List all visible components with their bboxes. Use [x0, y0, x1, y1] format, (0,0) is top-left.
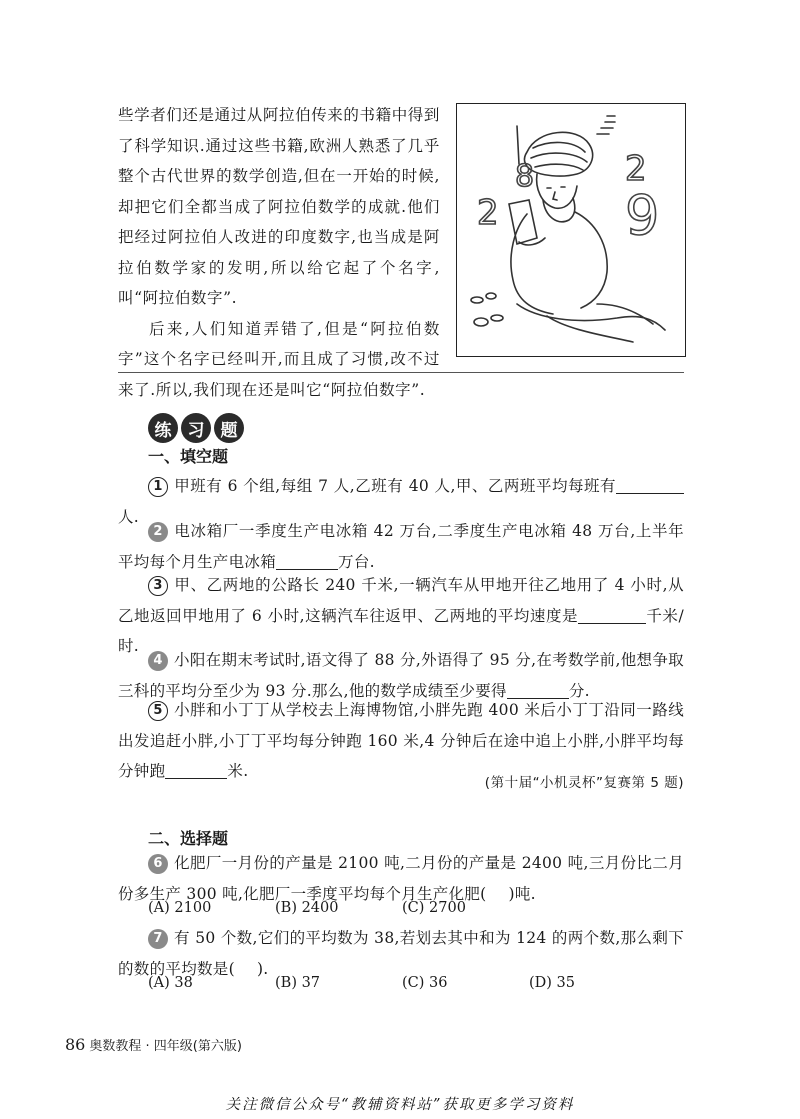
- digit-8: 8: [515, 159, 535, 194]
- exercise-title: [148, 413, 244, 443]
- question-number: 2: [148, 522, 168, 542]
- digit-2-right: 2: [625, 149, 647, 189]
- question-number: 7: [148, 929, 168, 949]
- option-b[interactable]: (B) 2400: [275, 900, 339, 916]
- answer-blank[interactable]: [165, 760, 227, 779]
- question-text-end: )吨.: [508, 884, 536, 903]
- page-number: 86: [65, 1035, 86, 1054]
- answer-blank[interactable]: [616, 475, 684, 494]
- answer-blank[interactable]: [578, 605, 646, 624]
- question-text-end: 人.: [118, 507, 140, 526]
- option-a[interactable]: (A) 38: [148, 975, 193, 991]
- question-number: 1: [148, 477, 168, 497]
- intro-paragraph-2: 后来,人们知道弄错了,但是“阿拉伯数字”这个名字已经叫开,而且成了习惯,改不过来了.所以,我们现在还是叫它“阿拉伯数字”.: [118, 319, 440, 399]
- book-title: 奥数教程 · 四年级(第六版): [89, 1039, 242, 1054]
- question-2: [118, 516, 684, 577]
- page-footer: [65, 1035, 242, 1054]
- question-text: 化肥厂一月份的产量是 2100 吨,二月份的产量是 2400 吨,三月份比二月份多生产 300 吨,化肥厂一季度平均每个月生产化肥(: [118, 854, 684, 903]
- section-multiple-choice: 二、选择题: [148, 829, 229, 848]
- exercise-title-char: 题: [214, 413, 244, 443]
- illustration-drawing: [457, 104, 685, 356]
- question-text: 电冰箱厂一季度生产电冰箱 42 万台,二季度生产电冰箱 48 万台,上半年平均每个月生产电冰箱: [118, 522, 684, 571]
- exercise-title-char: 练: [148, 413, 178, 443]
- question-7-options: [148, 975, 656, 991]
- question-number: 6: [148, 854, 168, 874]
- digit-2-left: 2: [477, 193, 499, 233]
- question-text-end: 千米/时.: [118, 606, 684, 655]
- question-number: 5: [148, 701, 168, 721]
- question-text-end: 分.: [568, 681, 590, 700]
- question-6-options: [148, 900, 529, 916]
- option-a[interactable]: (A) 2100: [148, 900, 212, 916]
- option-b[interactable]: (B) 37: [275, 975, 321, 991]
- section-fill-blank: 一、填空题: [148, 447, 229, 466]
- question-text: 小阳在期末考试时,语文得了 88 分,外语得了 95 分,在考数学前,他想争取三科的平均分至少为 93 分.那么,他的数学成绩至少要得: [118, 651, 684, 700]
- question-number: 3: [148, 576, 168, 596]
- question-text-end: ).: [256, 959, 269, 978]
- question-text: 甲、乙两地的公路长 240 千米,一辆汽车从甲地开往乙地用了 4 小时,从乙地返回甲地用了 6 小时,这辆汽车往返甲、乙两地的平均速度是: [118, 576, 684, 625]
- digit-9: 9: [625, 184, 660, 247]
- arab-scholar-illustration: [456, 103, 686, 357]
- question-text: 小胖和小丁丁从学校去上海博物馆,小胖先跑 400 米后小丁丁沿同一路线出发追赶小胖,小丁丁平均每分钟跑 160 米,4 分钟后在途中追上小胖,小胖平均每分钟跑: [118, 701, 684, 780]
- option-d[interactable]: (D) 35: [529, 975, 575, 991]
- option-c[interactable]: (C) 2700: [402, 900, 466, 916]
- intro-text: [118, 100, 440, 405]
- watermark-text: 关注微信公众号“教辅资料站”获取更多学习资料: [225, 1097, 575, 1113]
- question-source: (第十届“小机灵杯”复赛第 5 题): [484, 775, 684, 791]
- question-text-end: 米.: [227, 762, 249, 780]
- answer-blank[interactable]: [276, 551, 338, 570]
- option-c[interactable]: (C) 36: [402, 975, 448, 991]
- question-text-end: 万台.: [338, 552, 375, 571]
- question-number: 4: [148, 651, 168, 671]
- question-text: 有 50 个数,它们的平均数为 38,若划去其中和为 124 的两个数,那么剩下的数的平均数是(: [118, 929, 684, 978]
- exercise-title-char: 习: [181, 413, 211, 443]
- section-divider: [118, 372, 684, 373]
- intro-paragraph-1: 些学者们还是通过从阿拉伯传来的书籍中得到了科学知识.通过这些书籍,欧洲人熟悉了几乎整个古代世界的数学创造,但在一开始的时候,却把它们全都当成了阿拉伯数学的成就.他们把经过阿拉伯人改进的印度数字,也当成是阿拉伯数学家的发明,所以给它起了个名字,叫“阿拉伯数字”.: [118, 106, 441, 307]
- question-text: 甲班有 6 个组,每组 7 人,乙班有 40 人,甲、乙两班平均每班有: [174, 477, 616, 495]
